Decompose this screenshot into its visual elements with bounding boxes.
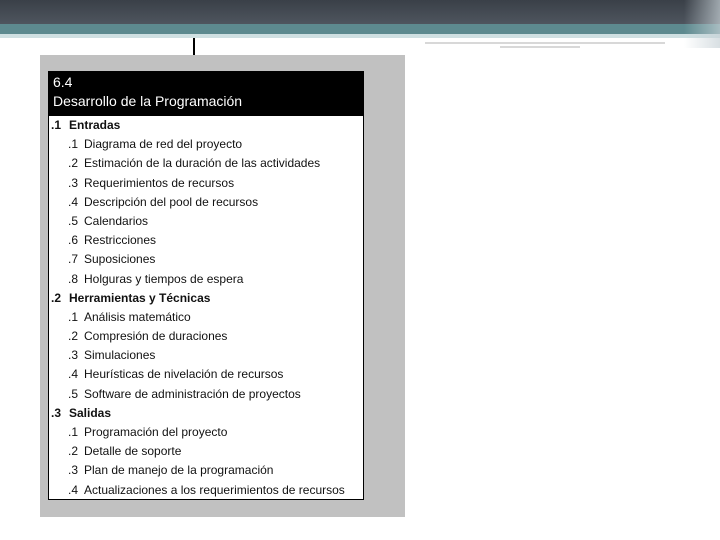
item-label: Holguras y tiempos de espera [84, 271, 244, 286]
item-number: .5 [68, 213, 79, 228]
list-item [49, 212, 363, 231]
list-item [49, 135, 363, 154]
list-item [49, 193, 363, 212]
list-item [49, 423, 363, 442]
process-content [49, 116, 363, 500]
item-number: .4 [68, 482, 79, 497]
process-box [48, 71, 364, 500]
list-item [49, 250, 363, 269]
item-label: Calendarios [84, 213, 149, 228]
item-label: Software de administración de proyectos [84, 386, 301, 401]
item-number: .3 [68, 175, 79, 190]
section-title: Herramientas y Técnicas [69, 290, 211, 305]
item-number: .5 [68, 386, 79, 401]
item-number: .3 [68, 463, 79, 478]
item-number: .2 [68, 156, 79, 171]
item-number: .1 [68, 137, 79, 152]
item-label: Heurísticas de nivelación de recursos [84, 367, 284, 382]
list-item [49, 308, 363, 327]
section-number: .2 [51, 290, 62, 305]
slide-top-band [0, 0, 720, 24]
item-number: .4 [68, 367, 79, 382]
section-heading [49, 289, 363, 308]
list-item [49, 231, 363, 250]
slide-accent-band [0, 24, 720, 34]
list-item [49, 461, 363, 480]
item-label: Detalle de soporte [84, 444, 182, 459]
item-number: .3 [68, 348, 79, 363]
item-label: Análisis matemático [84, 309, 191, 324]
list-item [49, 270, 363, 289]
item-label: Programación del proyecto [84, 425, 228, 439]
section-heading [49, 116, 363, 135]
section-number: .1 [51, 118, 62, 132]
item-number: .7 [68, 252, 79, 267]
item-label: Suposiciones [84, 252, 156, 267]
item-label: Descripción del pool de recursos [84, 194, 259, 209]
section-title: Salidas [69, 405, 112, 420]
item-label: Simulaciones [84, 348, 156, 363]
item-label: Restricciones [84, 233, 157, 248]
process-header [49, 72, 363, 116]
list-item [49, 442, 363, 461]
item-label: Requerimientos de recursos [84, 175, 235, 190]
item-number: .4 [68, 194, 79, 209]
item-number: .2 [68, 329, 79, 344]
list-item [49, 327, 363, 346]
item-label: Compresión de duraciones [84, 329, 228, 344]
list-item [49, 154, 363, 173]
slide-accent-line [0, 34, 720, 38]
list-item [49, 481, 363, 500]
section-number: .3 [51, 405, 62, 420]
process-number: 6.4 [53, 74, 73, 90]
list-item [49, 385, 363, 404]
section-heading [49, 404, 363, 423]
item-label: Plan de manejo de la programación [84, 463, 274, 478]
item-number: .8 [68, 271, 79, 286]
item-label: Estimación de la duración de las actividades [84, 156, 321, 171]
list-item [49, 346, 363, 365]
item-number: .6 [68, 233, 79, 248]
item-number: .1 [68, 309, 79, 324]
list-item [49, 365, 363, 384]
section-title: Entradas [69, 118, 121, 132]
item-number: .1 [68, 425, 79, 439]
list-item [49, 174, 363, 193]
item-number: .2 [68, 444, 79, 459]
decorative-corner [684, 0, 720, 48]
process-title: Desarrollo de la Programación [53, 93, 243, 109]
item-label: Actualizaciones a los requerimientos de recursos [84, 482, 345, 497]
item-label: Diagrama de red del proyecto [84, 137, 243, 152]
